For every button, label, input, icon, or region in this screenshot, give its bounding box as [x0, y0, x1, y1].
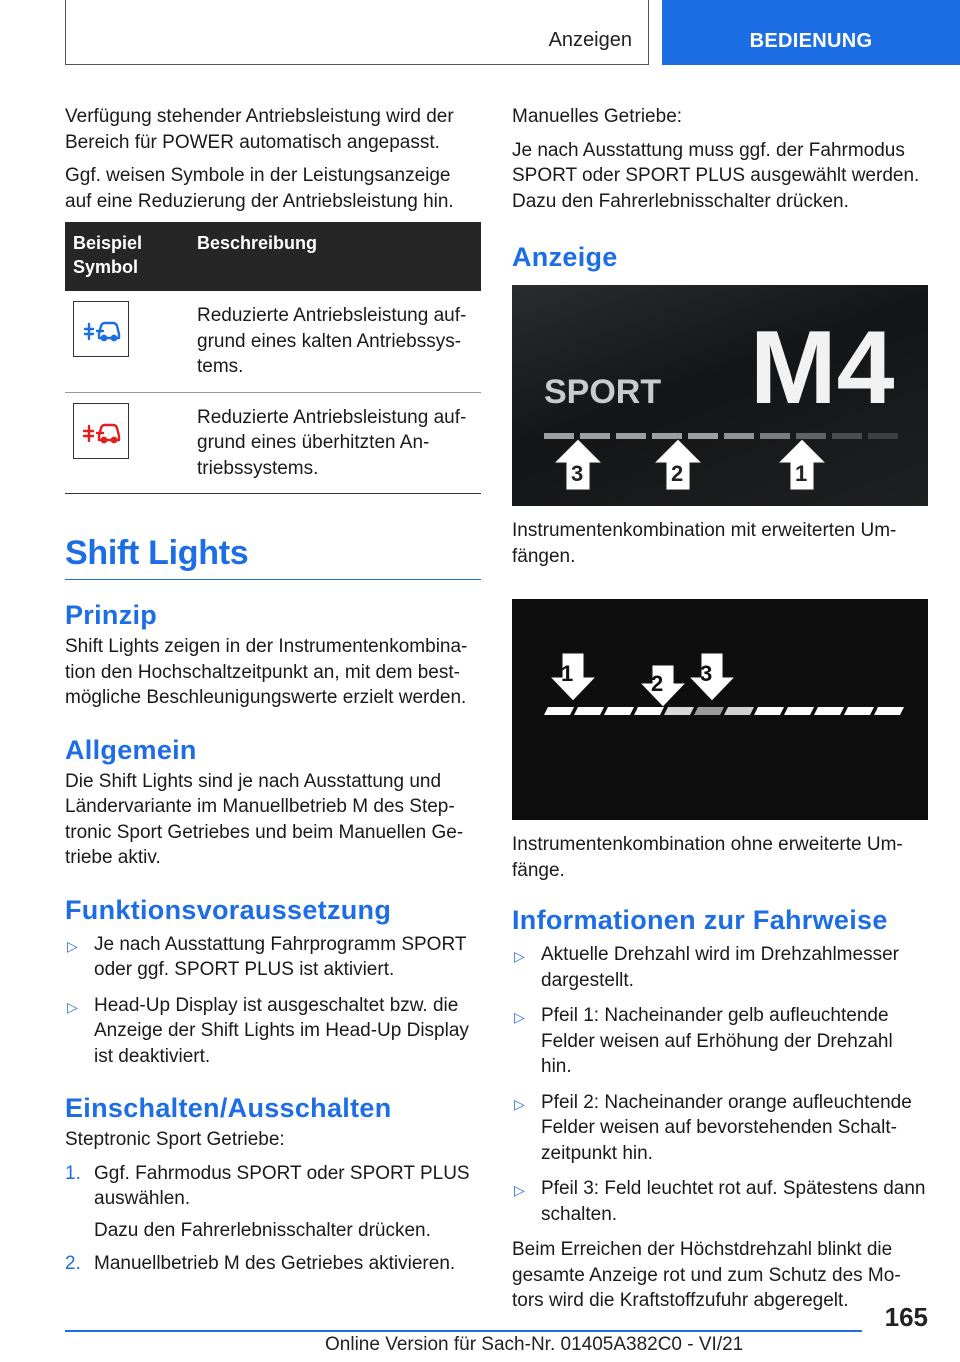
- left-column: [65, 104, 481, 1285]
- header-section-box: [65, 0, 649, 65]
- right-column: [512, 104, 928, 1322]
- einschalten-text: Steptronic Sport Getriebe:: [65, 1129, 285, 1150]
- header-chapter-label: BEDIENUNG: [749, 30, 873, 52]
- heading-prinzip: Prinzip: [65, 600, 158, 630]
- list-item: ▷ Head-Up Display ist ausgeschaltet bzw. die Anzeige der Shift Lights im Head-Up Display ist deaktiviert.: [67, 994, 469, 1067]
- allgemein-text: Die Shift Lights sind je nach Ausstattung und Ländervariante im Manuellbetrieb M des Step-tronic Sport Getriebes und beim Manuellen Ge-triebe aktiv.: [65, 770, 464, 868]
- funktion-list: [65, 932, 481, 1070]
- heading-funktionsvoraussetzung: Funktionsvoraussetzung: [65, 894, 392, 925]
- intro-paragraph-1: Verfügung stehender Antriebsleistung wird der Bereich für POWER automatisch angepasst.: [65, 106, 454, 153]
- car-overheated-drivetrain-icon: [73, 403, 129, 459]
- shift-light-bar: [544, 707, 904, 715]
- mode-label: SPORT: [544, 373, 662, 411]
- header-section-title: Anzeigen: [548, 29, 632, 51]
- table-row: [65, 392, 481, 494]
- heading-informationen: Informationen zur Fahrweise: [512, 905, 888, 935]
- triangle-bullet-icon: ▷: [514, 948, 525, 964]
- footer-divider: [65, 1330, 862, 1332]
- figure2-caption: Instrumentenkombination ohne erweiterte Um-fänge.: [512, 834, 903, 881]
- triangle-bullet-icon: ▷: [514, 1182, 525, 1198]
- triangle-bullet-icon: ▷: [514, 1095, 525, 1112]
- arrow-label: 2: [671, 461, 684, 486]
- arrow-label: 1: [561, 661, 574, 686]
- info-list: [512, 942, 928, 1227]
- table-header-description: Beschreibung: [189, 222, 481, 291]
- triangle-bullet-icon: ▷: [514, 1009, 525, 1025]
- info-outro: Beim Erreichen der Höchstdrehzahl blinkt die gesamte Anzeige rot und zum Schutz des Mo-tors wird die Kraftstoffzufuhr abgeregelt.: [512, 1239, 901, 1311]
- list-item: ▷ Pfeil 3: Feld leuchtet rot auf. Spätestens dann schalten.: [514, 1178, 926, 1225]
- triangle-bullet-icon: ▷: [67, 937, 78, 954]
- figure1-caption: Instrumentenkombination mit erweiterten Um-fängen.: [512, 520, 897, 567]
- footer-text: Online Version für Sach-Nr. 01405A382C0 - VI/21: [325, 1334, 744, 1355]
- intro-paragraph-2: Ggf. weisen Symbole in der Leistungsanzeige auf eine Reduzierung der Antriebsleistung hin.: [65, 165, 454, 212]
- manual-label: Manuelles Getriebe:: [512, 106, 683, 127]
- arrow-label: 3: [700, 661, 713, 686]
- page-number: 165: [884, 1302, 928, 1332]
- header-chapter-tab[interactable]: [662, 0, 960, 65]
- list-item: 1. Ggf. Fahrmodus SPORT oder SPORT PLUS auswählen. Dazu den Fahrerlebnisschalter drücken.: [65, 1162, 470, 1241]
- prinzip-text: Shift Lights zeigen in der Instrumentenkombina-tion den Hochschaltzeitpunkt an, mit dem best-mögliche Beschleunigungswerte erzielt werden.: [65, 636, 468, 708]
- table-row: [65, 291, 481, 392]
- heading-einschalten: Einschalten/Ausschalten: [65, 1093, 392, 1123]
- arrow-label: 3: [571, 461, 584, 486]
- list-item: 2. Manuellbetrieb M des Getriebes aktivieren.: [65, 1253, 456, 1274]
- shift-light-bar: [544, 433, 898, 439]
- table-cell-description: Reduzierte Antriebsleistung auf-grund eines kalten Antriebssys-tems.: [189, 291, 481, 392]
- cluster-image-extended: [512, 285, 928, 506]
- triangle-bullet-icon: ▷: [67, 998, 78, 1015]
- table-header-symbol: Beispiel Symbol: [65, 222, 189, 291]
- car-cold-drivetrain-icon: [73, 301, 129, 357]
- arrow-label: 2: [651, 671, 664, 696]
- manual-text: Je nach Ausstattung muss ggf. der Fahrmodus SPORT oder SPORT PLUS ausgewählt werden. Dazu den Fahrerlebnisschalter drücken.: [512, 139, 920, 212]
- list-item: ▷ Aktuelle Drehzahl wird im Drehzahlmesser dargestellt.: [514, 944, 899, 991]
- list-item: ▷ Je nach Ausstattung Fahrprogramm SPORT oder ggf. SPORT PLUS ist aktiviert.: [67, 933, 467, 980]
- symbol-table: [65, 222, 481, 494]
- heading-anzeige: Anzeige: [512, 242, 618, 272]
- table-cell-description: Reduzierte Antriebsleistung auf-grund eines überhitzten An-triebssystems.: [189, 392, 481, 494]
- section-title-shift-lights: Shift Lights: [65, 534, 481, 580]
- heading-allgemein: Allgemein: [65, 734, 197, 765]
- einschalten-steps: [65, 1161, 481, 1277]
- gear-display: M4: [750, 310, 895, 426]
- arrow-label: 1: [795, 461, 808, 486]
- list-item: ▷ Pfeil 1: Nacheinander gelb aufleuchtende Felder weisen auf Erhöhung der Drehzahl hin.: [514, 1005, 893, 1077]
- cluster-image-basic: [512, 599, 928, 820]
- list-item: ▷ Pfeil 2: Nacheinander orange aufleuchtende Felder weisen auf bevorstehenden Schalt-zeitpunkt hin.: [514, 1091, 912, 1164]
